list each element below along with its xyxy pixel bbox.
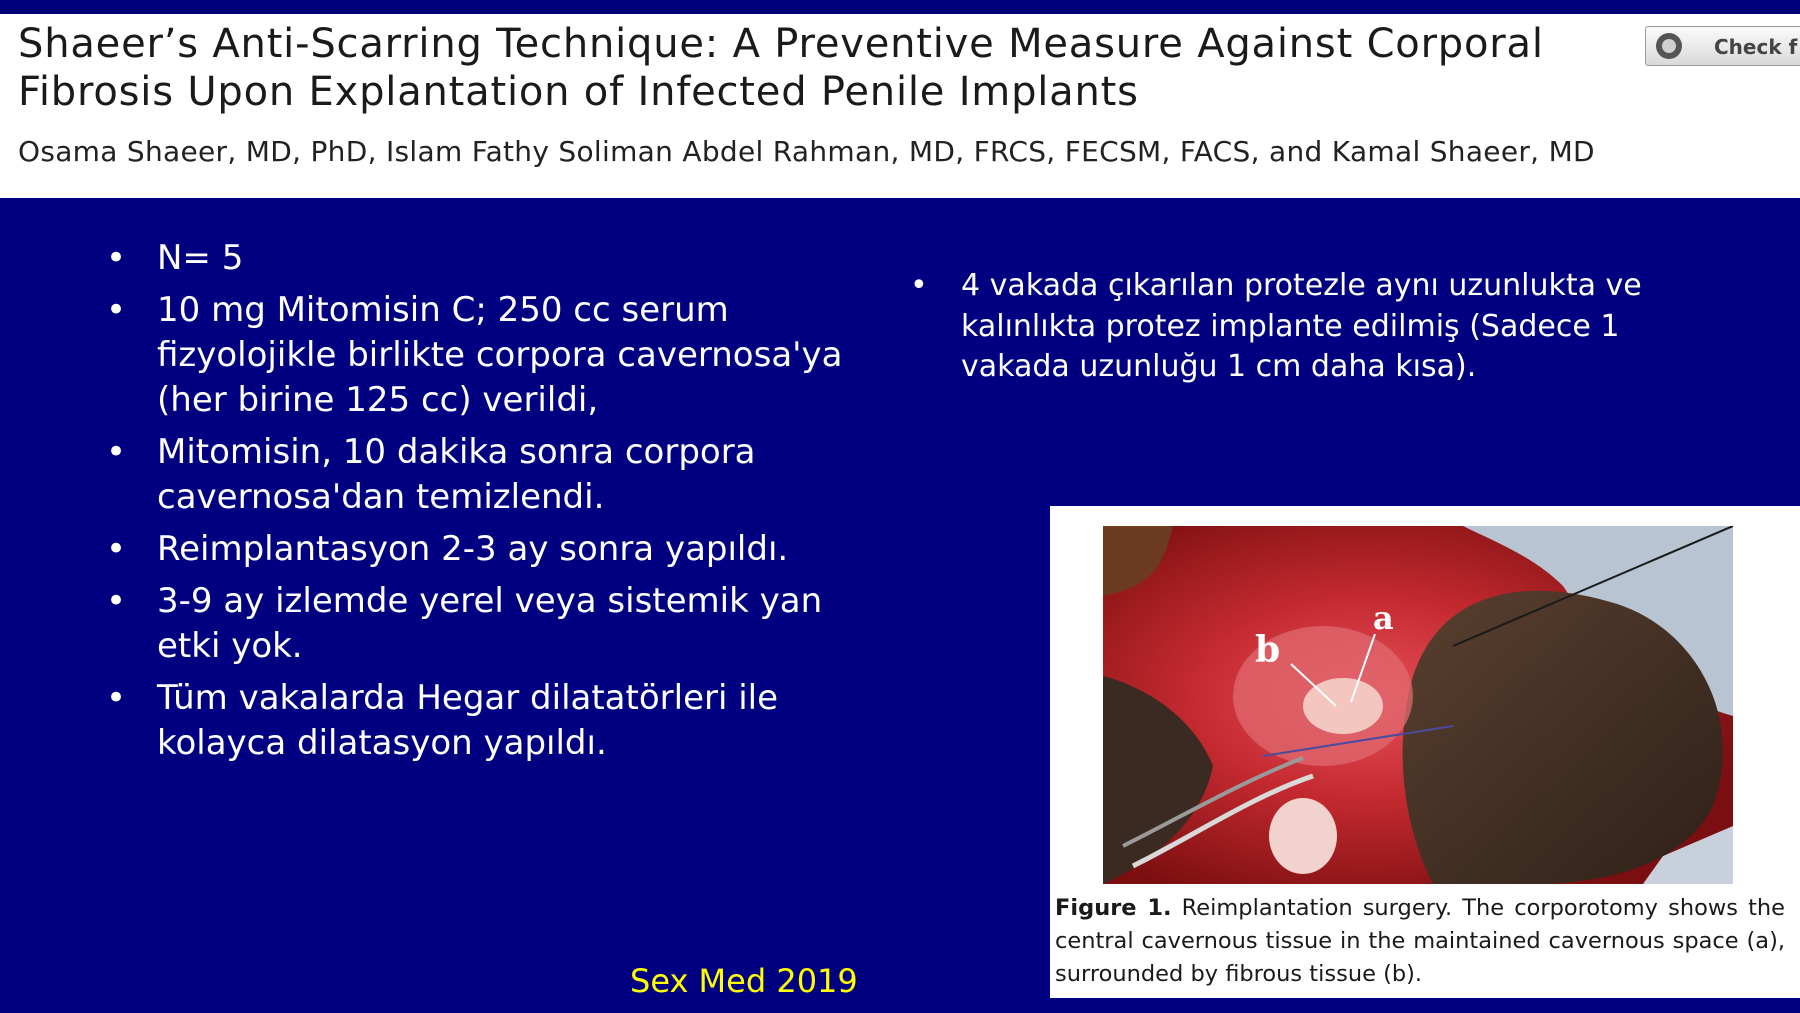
bullet-item: • 3-9 ay izlemde yerel veya sistemik yan etki yok.	[106, 579, 846, 669]
surgery-photo	[1103, 526, 1733, 884]
figure-label-a: a	[1373, 599, 1394, 637]
article-title: Shaeer’s Anti-Scarring Technique: A Preventive Measure Against Corporal Fibrosis Upon Explantation of Infected Penile Implants	[18, 21, 1544, 115]
top-border	[0, 0, 1800, 14]
check-button-label: Check f	[1714, 35, 1798, 59]
bullet-item: • 4 vakada çıkarılan protezle aynı uzunlukta ve kalınlıkta protez implante edilmiş (Sadece 1 vakada uzunluğu 1 cm daha kısa).	[910, 266, 1690, 388]
caption-text: Reimplantation surgery. The corporotomy shows the central cavernous tissue in the maintained cavernous space (a), surrounded by fibrous tissue (b).	[1055, 895, 1786, 987]
crossmark-icon	[1656, 33, 1682, 59]
bullet-item: • N= 5	[106, 236, 846, 281]
figure-caption	[1055, 892, 1785, 991]
figure-panel	[1050, 506, 1800, 998]
bullet-item: • Reimplantasyon 2-3 ay sonra yapıldı.	[106, 527, 846, 572]
figure-label-b: b	[1255, 629, 1281, 671]
bullet-item: • Mitomisin, 10 dakika sonra corpora cavernosa'dan temizlendi.	[106, 430, 846, 520]
right-bullet-list	[910, 266, 1690, 388]
article-authors: Osama Shaeer, MD, PhD, Islam Fathy Soliman Abdel Rahman, MD, FRCS, FECSM, FACS, and Kamal Shaeer, MD	[18, 135, 1595, 168]
article-header	[0, 14, 1800, 198]
bullet-item: • 10 mg Mitomisin C; 250 cc serum fizyolojikle birlikte corpora cavernosa'ya (her birine 125 cc) verildi,	[106, 288, 846, 423]
caption-label: Figure 1.	[1055, 895, 1172, 921]
check-for-updates-button[interactable]	[1645, 26, 1800, 66]
bullet-item: • Tüm vakalarda Hegar dilatatörleri ile kolayca dilatasyon yapıldı.	[106, 676, 846, 766]
left-bullet-list	[106, 236, 846, 773]
citation: Sex Med 2019	[630, 962, 858, 1000]
